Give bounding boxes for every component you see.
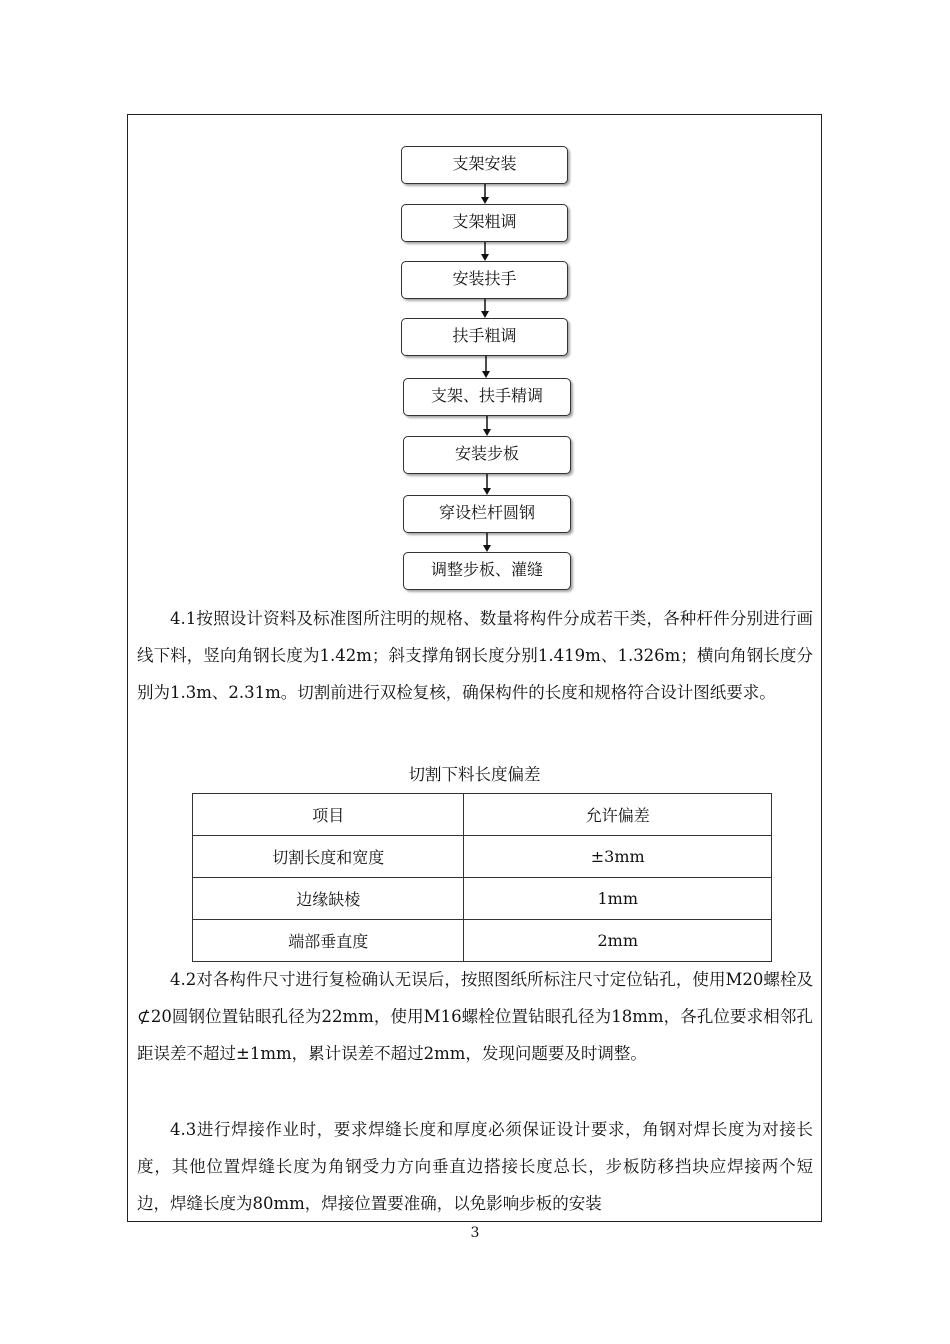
flow-step-step-board-install: 安装步板 [403, 436, 571, 474]
flow-arrow-4 [481, 356, 491, 378]
table-header-item: 项目 [193, 794, 464, 836]
flow-arrow-5 [482, 416, 492, 436]
table-row [193, 836, 772, 878]
flow-arrow-3 [480, 299, 490, 318]
table-header-row [193, 794, 772, 836]
table-header-tolerance: 允许偏差 [464, 794, 772, 836]
table-title: 切割下料长度偏差 [408, 765, 541, 784]
table-row [193, 920, 772, 962]
flow-step-handrail-rough-adjust: 扶手粗调 [401, 318, 568, 356]
flow-arrow-2 [480, 242, 490, 261]
flow-step-bracket-rough-adjust: 支架粗调 [401, 204, 568, 242]
flow-step-handrail-install: 安装扶手 [401, 261, 568, 299]
table-cell: 1mm [464, 878, 772, 920]
flow-step-railing-rod: 穿设栏杆圆钢 [403, 495, 571, 533]
paragraph-4-2: 4.2对各构件尺寸进行复检确认无误后，按照图纸所标注尺寸定位钻孔，使用M20螺栓及⊄20圆钢位置钻眼孔径为22mm，使用M16螺栓位置钻眼孔径为18mm，各孔位要求相邻孔距误差不超过±1mm，累计误差不超过2mm，发现问题要及时调整。 [137, 970, 813, 1063]
flow-arrow-1 [480, 184, 490, 204]
flow-step-adjust-grout: 调整步板、灌缝 [403, 552, 571, 590]
table-cell: ±3mm [464, 836, 772, 878]
flow-arrow-7 [482, 533, 492, 552]
deviation-table [192, 793, 772, 962]
flow-step-bracket-install: 支架安装 [401, 146, 568, 184]
table-cell: 切割长度和宽度 [193, 836, 464, 878]
flow-arrow-6 [482, 474, 492, 495]
table-cell: 端部垂直度 [193, 920, 464, 962]
flow-step-fine-adjust: 支架、扶手精调 [403, 378, 571, 416]
page-number: 3 [470, 1225, 480, 1241]
table-cell: 2mm [464, 920, 772, 962]
paragraph-4-3: 4.3进行焊接作业时，要求焊缝长度和厚度必须保证设计要求，角钢对焊长度为对接长度，其他位置焊缝长度为角钢受力方向垂直边搭接长度总长，步板防移挡块应焊接两个短边，焊缝长度为80mm，焊接位置要准确，以免影响步板的安装 [137, 1120, 813, 1213]
table-row [193, 878, 772, 920]
table-cell: 边缘缺棱 [193, 878, 464, 920]
paragraph-4-1: 4.1按照设计资料及标准图所注明的规格、数量将构件分成若干类，各种杆件分别进行画线下料，竖向角钢长度为1.42m；斜支撑角钢长度分别1.419m、1.326m；横向角钢长度分别为1.3m、2.31m。切割前进行双检复核，确保构件的长度和规格符合设计图纸要求。 [137, 609, 813, 702]
